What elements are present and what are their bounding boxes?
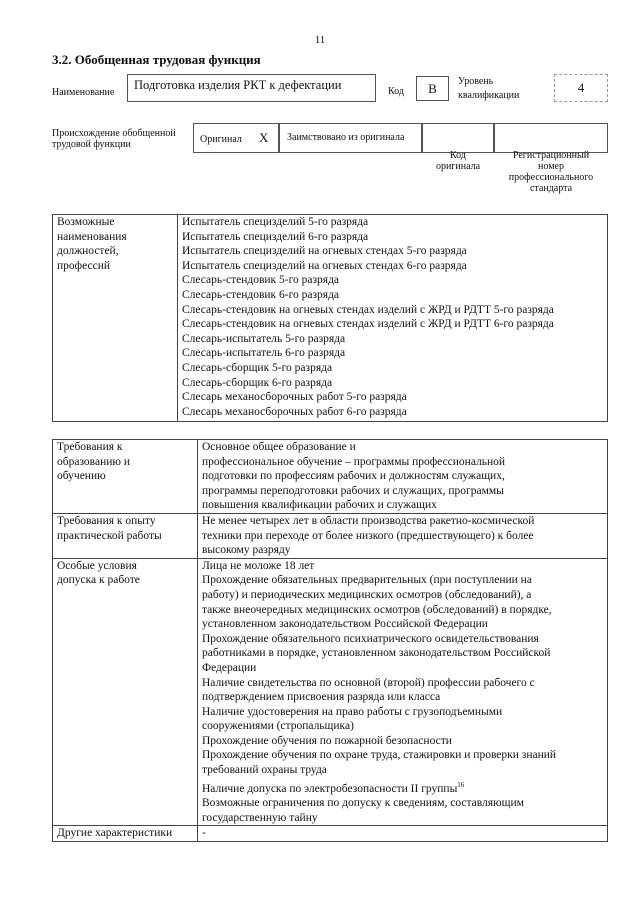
original-cell xyxy=(193,123,279,153)
conditions-value: Лица не моложе 18 лет Прохождение обязательных предварительных (при поступлении на работу) и периодических медицинских осмотров (обследований), а также внеочередных медицинских осмотров (обследований) в порядке, установленном законодательством Российской Федерации Прохождение обязательного психиатрического освидетельствования работниками в порядке, установленном законодательством Российской Федерации Наличие свидетельства по основной (второй) профессии рабочего с подтверждением присвоения разряда или класса Наличие удостоверения на право работы с грузоподъемными сооружениями (стропальщика) Прохождение обучения по пожарной безопасности Прохождение обучения по охране труда, стажировки и проверки знаний требований охраны труда Наличие допуска по электробезопасности II группы$^{16}$ Возможные ограничения по допуску к сведениям, составляющим государственную тайну xyxy=(198,558,608,826)
table-row xyxy=(53,826,608,842)
experience-value: Не менее четырех лет в области производства ракетно-космической техники при переходе от более низкого (предшествующего) к более высокому разряду xyxy=(198,513,608,558)
professions-table xyxy=(52,214,608,422)
original-mark: X xyxy=(259,130,269,145)
professions-label: Возможные наименования должностей, профессий xyxy=(53,215,178,422)
list-item: Слесарь-стендовик на огневых стендах изделий с ЖРД и РДТТ 5-го разряда xyxy=(182,303,554,316)
professions-list xyxy=(178,215,608,422)
list-item: Слесарь-испытатель 6-го разряда xyxy=(182,347,346,360)
conditions-label: Особые условия допуска к работе xyxy=(53,558,198,826)
origin-label: Происхождение обобщенной трудовой функции xyxy=(52,128,176,150)
list-item: Слесарь механосборочных работ 5-го разряда xyxy=(182,391,407,404)
original-label: Оригинал xyxy=(200,134,242,145)
list-item: Слесарь механосборочных работ 6-го разряда xyxy=(182,405,407,418)
code-field xyxy=(416,76,449,101)
code-label: Код xyxy=(388,86,404,97)
borrowed-cell xyxy=(279,123,422,153)
footnote-ref: 16 xyxy=(457,780,465,789)
table-row xyxy=(53,558,608,826)
list-item: Слесарь-испытатель 5-го разряда xyxy=(182,332,346,345)
experience-label: Требования к опыту практической работы xyxy=(53,513,198,558)
borrowed-label: Заимствовано из оригинала xyxy=(287,132,405,143)
list-item: Испытатель специзделий на огневых стендах 6-го разряда xyxy=(182,259,467,272)
professions-row xyxy=(53,215,608,422)
code-value: В xyxy=(428,81,437,96)
list-item: Слесарь-сборщик 5-го разряда xyxy=(182,361,333,374)
list-item: Слесарь-стендовик 6-го разряда xyxy=(182,288,340,301)
list-item: Испытатель специзделий на огневых стендах 5-го разряда xyxy=(182,245,467,258)
list-item: Слесарь-сборщик 6-го разряда xyxy=(182,376,333,389)
list-item: Слесарь-стендовик на огневых стендах изделий с ЖРД и РДТТ 6-го разряда xyxy=(182,318,554,331)
table-row xyxy=(53,513,608,558)
reg-number-caption: Регистрационный номер профессионального стандарта xyxy=(508,150,594,194)
list-item: Слесарь-стендовик 5-го разряда xyxy=(182,274,340,287)
electrosafety-line: Наличие допуска по электробезопасности II группы$^{16}$ xyxy=(202,780,465,795)
education-label: Требования к образованию и обучению xyxy=(53,440,198,514)
list-item: Испытатель специзделий 6-го разряда xyxy=(182,230,369,243)
other-value: - xyxy=(198,826,608,842)
level-field xyxy=(554,74,608,102)
table-row xyxy=(53,440,608,514)
level-value: 4 xyxy=(577,80,585,95)
reg-number-cell xyxy=(494,123,608,153)
original-code-caption: Код оригинала xyxy=(435,150,481,172)
name-label: Наименование xyxy=(52,87,115,98)
section-title: 3.2. Обобщенная трудовая функция xyxy=(52,52,261,67)
education-value: Основное общее образование и профессиональное обучение – программы профессиональной подготовки по профессиям рабочих и должностям служащих, программы переподготовки рабочих и служащих, программы повышения квалификации рабочих и служащих xyxy=(198,440,608,514)
original-code-cell xyxy=(422,123,494,153)
level-label: Уровень квалификации xyxy=(458,76,520,101)
list-item: Испытатель специзделий 5-го разряда xyxy=(182,216,369,228)
function-name-value: Подготовка изделия РКТ к дефектации xyxy=(134,78,342,92)
requirements-table xyxy=(52,439,608,842)
page-number: 11 xyxy=(314,34,326,46)
function-name-field xyxy=(127,74,376,102)
other-label: Другие характеристики xyxy=(53,826,198,842)
